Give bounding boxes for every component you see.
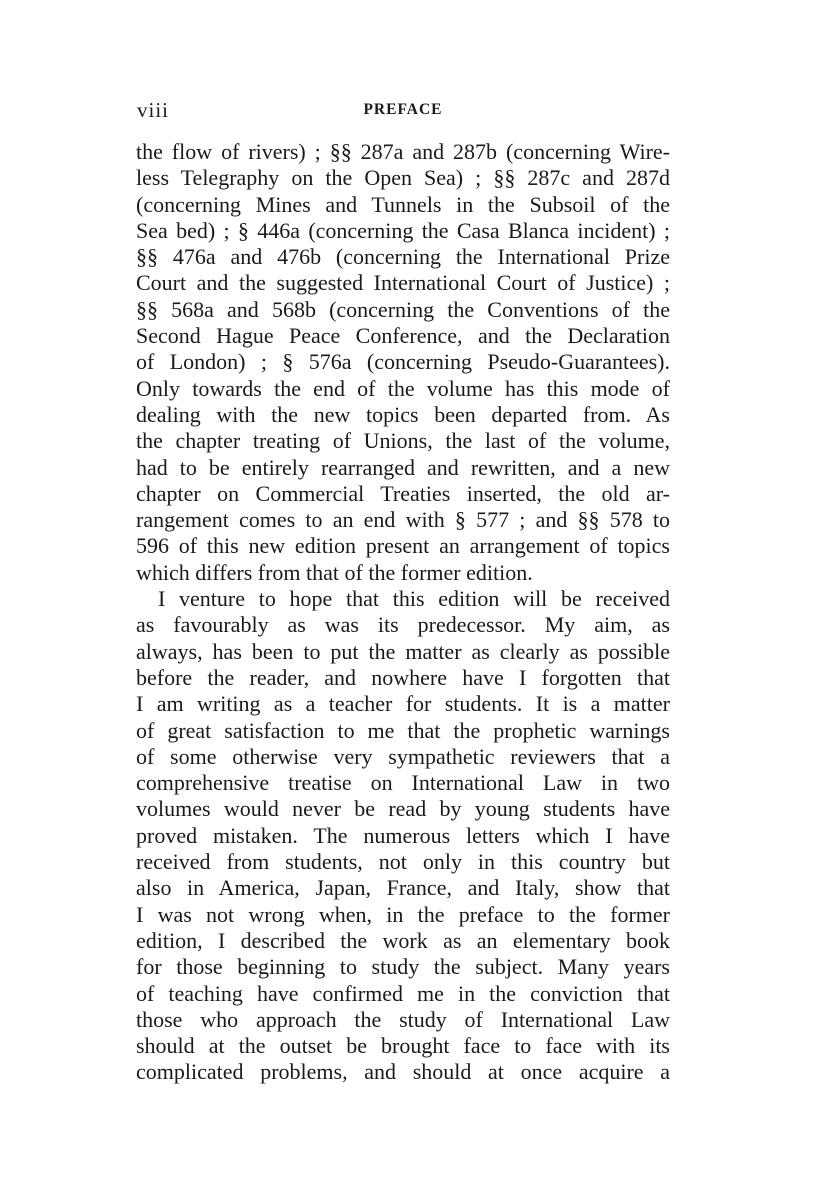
text-line: received from students, not only in this country but [136, 849, 670, 875]
text-line: proved mistaken. The numerous letters which I have [136, 822, 670, 848]
text-line: had to be entirely rearranged and rewritten, and a new [136, 454, 670, 480]
text-line: of great satisfaction to me that the prophetic warnings [136, 717, 670, 743]
text-line: Sea bed) ; § 446a (concerning the Casa Blanca incident) ; [136, 217, 670, 243]
text-line: chapter on Commercial Treaties inserted, the old ar- [136, 480, 670, 506]
text-line: comprehensive treatise on International Law in two [136, 770, 670, 796]
text-line: §§ 476a and 476b (concerning the International Prize [136, 244, 670, 270]
text-line: always, has been to put the matter as clearly as possible [136, 638, 670, 664]
text-line: the chapter treating of Unions, the last of the volume, [136, 428, 670, 454]
text-line: volumes would never be read by young students have [136, 796, 670, 822]
text-line: I was not wrong when, in the preface to the former [136, 901, 670, 927]
text-line: should at the outset be brought face to face with its [136, 1033, 670, 1059]
text-line: before the reader, and nowhere have I forgotten that [136, 664, 670, 690]
text-line: Court and the suggested International Court of Justice) ; [136, 270, 670, 296]
text-line: Second Hague Peace Conference, and the Declaration [136, 323, 670, 349]
text-line: complicated problems, and should at once acquire a [136, 1059, 670, 1085]
text-line: I am writing as a teacher for students. It is a matter [136, 691, 670, 717]
text-line: the flow of rivers) ; §§ 287a and 287b (concerning Wire- [136, 139, 670, 164]
text-line: edition, I described the work as an elementary book [136, 927, 670, 953]
text-line: those who approach the study of International Law [136, 1006, 670, 1032]
text-line: also in America, Japan, France, and Italy, show that [136, 875, 670, 901]
text-line: 596 of this new edition present an arrangement of topics [136, 533, 670, 559]
running-head [136, 98, 670, 126]
text-line: as favourably as was its predecessor. My aim, as [136, 612, 670, 638]
page-number: viii [137, 98, 170, 122]
text-line: of London) ; § 576a (concerning Pseudo-Guarantees). [136, 349, 670, 375]
text-line: dealing with the new topics been departed from. As [136, 401, 670, 427]
page [136, 98, 670, 1086]
text-line: rangement comes to an end with § 577 ; and §§ 578 to [136, 507, 670, 533]
running-title: PREFACE [363, 101, 443, 118]
text-line: Only towards the end of the volume has this mode of [136, 375, 670, 401]
body-text [136, 139, 670, 1086]
text-line: less Telegraphy on the Open Sea) ; §§ 287c and 287d [136, 165, 670, 191]
text-line: I venture to hope that this edition will be received [158, 586, 670, 612]
text-line: (concerning Mines and Tunnels in the Subsoil of the [136, 191, 670, 217]
text-line: for those beginning to study the subject. Many years [136, 954, 670, 980]
text-line: which differs from that of the former edition. [136, 559, 533, 585]
text-line: of teaching have confirmed me in the conviction that [136, 980, 670, 1006]
text-line: §§ 568a and 568b (concerning the Conventions of the [136, 296, 670, 322]
text-line: of some otherwise very sympathetic reviewers that a [136, 743, 670, 769]
